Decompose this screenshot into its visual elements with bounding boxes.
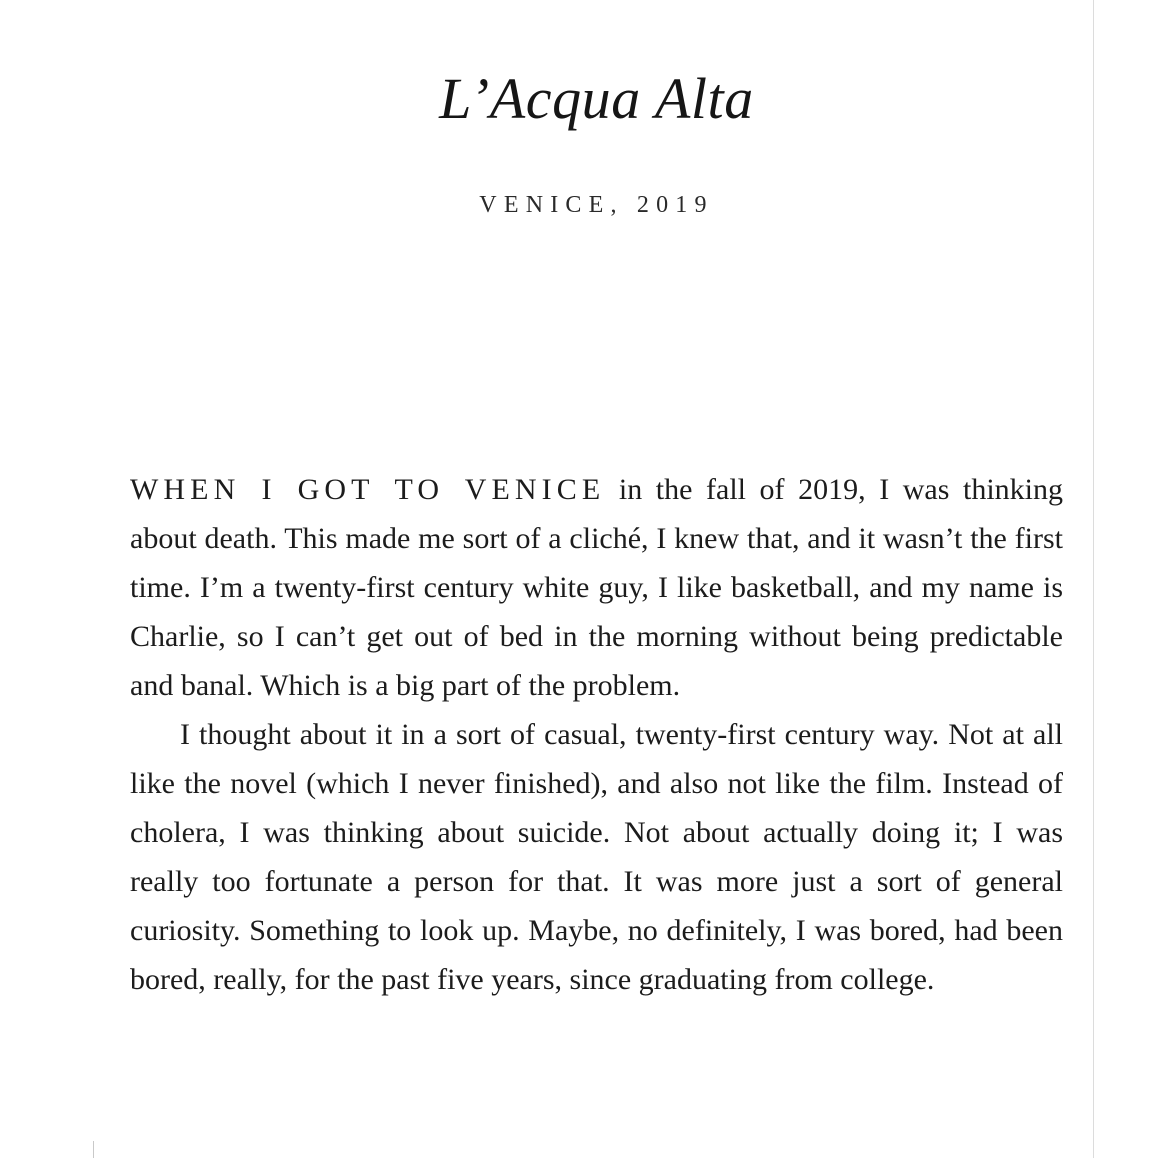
paragraph-1-text: in the fall of 2019, I was thinking about death. This made me sort of a cliché, I knew that, and it wasn’t the first time. I’m a twenty-first century white guy, I like basketball, and my name is Charlie, so I can’t get out of bed in the morning without being predictable and banal. Which is a big part of the problem.: [130, 472, 1063, 702]
body-text: [130, 465, 1063, 1004]
chapter-subtitle: VENICE, 2019: [479, 191, 714, 218]
paragraph-1-lead-in: WHEN I GOT TO VENICE: [130, 472, 606, 506]
paragraph-2: [130, 710, 1063, 1004]
paragraph-1: [130, 465, 1063, 710]
page-edge-divider: [1093, 0, 1094, 1158]
chapter-title: L’Acqua Alta: [439, 66, 754, 131]
text-column: [130, 0, 1063, 1004]
paragraph-2-text: I thought about it in a sort of casual, twenty-first century way. Not at all like the novel (which I never finished), and also not like the film. Instead of cholera, I was thinking about suicide. Not about actually doing it; I was really too fortunate a person for that. It was more just a sort of general curiosity. Something to look up. Maybe, no definitely, I was bored, had been bored, really, for the past five years, since graduating from college.: [130, 717, 1063, 996]
page-edge-tick: [93, 1141, 94, 1158]
